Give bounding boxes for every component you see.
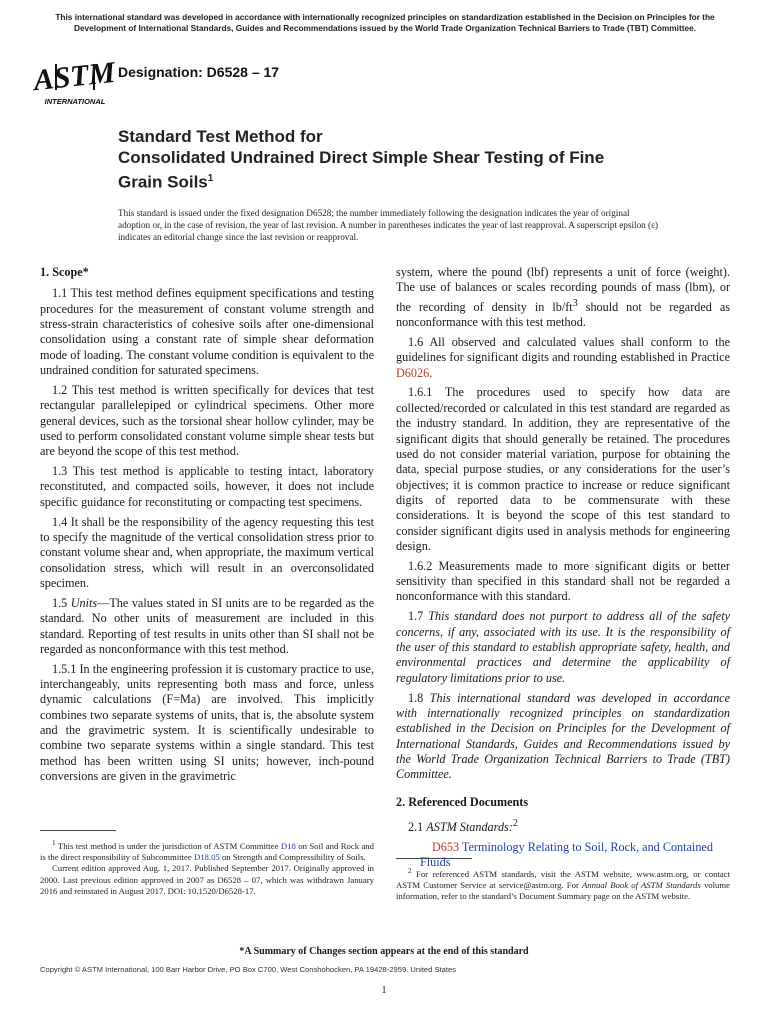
logo-lettering: ASTM	[32, 55, 117, 98]
paragraph-1-2: 1.2 This test method is written specifically for devices that test rectangular parallelepiped or cylindrical specimens. Other more general devices, such as the torsional shear hollow cylinder, may be used to perform consolidated constant volume simple shear tests but are beyond the scope of this test method.	[40, 382, 374, 459]
paragraph-1-3: 1.3 This test method is applicable to testing intact, laboratory reconstituted, and compacted soils, however, it does not include specific guidance for reconstituting or compacting test specimens.	[40, 464, 374, 509]
link-d6026[interactable]: D6026	[396, 365, 430, 380]
footnote-1: $^1$ This test method is under the jurisdiction of ASTM Committee D18 on Soil and Rock and is the direct responsibility of Subcommittee D18.05 on Strength and Compressibility of Soils. Current edition approved Aug. 1, 2017. Published September 2017. Originally approved in 2000. Last previous edition approved in 2007 as D6528 – 07, which was withdrawn January 2016 and reinstated in August 2017. DOI: 10.1520/D6528-17.	[40, 839, 374, 896]
copyright: Copyright © ASTM International, 100 Barr Harbor Drive, PO Box C700, West Conshohocken, PA 19428-2959. United States	[40, 965, 457, 974]
designation: Designation: D6528 – 17	[118, 64, 280, 80]
paragraph-1-8: 1.8 This international standard was developed in accordance with internationally recognized principles on standardization established in the Decision on Principles for the Development of International Standards, Guides and Recommendations issued by the World Trade Organization Technical Barriers to Trade (TBT) Committee.	[396, 690, 731, 782]
astm-logo	[32, 52, 117, 108]
footnote-1-edition: Current edition approved Aug. 1, 2017. Published September 2017. Originally approved in 2000. Last previous edition approved in 2007 as D6528 – 07, which was withdrawn January 2016 and reinstated in August 2017. DOI: 10.1520/D6528-17.	[40, 863, 374, 896]
link-d653[interactable]: D653	[432, 839, 460, 854]
issue-note: This standard is issued under the fixed designation D6528; the number immediately following the designation indicates the year of original adoption or, in the case of revision, the year of last revision. A number in parentheses indicates the year of last reapproval. A superscript epsilon (ε) indicates an editorial change since the last revision or reapproval.	[118, 208, 659, 242]
paragraph-1-5-1: 1.5.1 In the engineering profession it is customary practice to use, interchangeably, units representing both mass and force, unless dynamic calculations (F=Ma) are involved. This implicitly combines two separate systems of units, that is, the absolute system and the gravimetric system. It is scientifically undesirable to combine two separate systems within a single standard. This test method has been written using SI units; however, inch-pound conversions are given in the gravimetric	[40, 661, 374, 784]
footnote-rule-right	[396, 858, 472, 859]
link-d18[interactable]: D18	[280, 840, 296, 851]
top-notice: This international standard was developed in accordance with internationally recognized principles on standardization established in the Decision on Principles for the Development of International Standards, Guides and Recommendations issued by the World Trade Organization Technical Barriers to Trade (TBT) Committee.	[55, 12, 715, 33]
section-heading-referenced-documents: 2. Referenced Documents	[396, 794, 529, 809]
title-footnote-mark: 1	[207, 173, 214, 184]
paragraph-1-5-1-continued: system, where the pound (lbf) represents a unit of force (weight). The use of balances or scales recording pounds of mass (lbm), or the recording of density in $lb/ft^3$ should not be regarded as nonconformance with this test method.	[396, 265, 730, 330]
document-title	[118, 126, 718, 193]
footnote-rule-left	[40, 830, 116, 831]
paragraph-1-7: 1.7 This standard does not purport to address all of the safety concerns, if any, associated with its use. It is the responsibility of the user of this standard to establish appropriate safety, health, and environmental practices and determine the applicability of regulatory limitations prior to use.	[396, 609, 730, 685]
paragraph-1-6: 1.6 All observed and calculated values shall conform to the guidelines for significant digits and rounding established in Practice D6026.	[396, 334, 730, 380]
paragraph-1-5: 1.5 Units—The values stated in SI units are to be regarded as the standard. No other units of measurement are included in this standard. Reporting of test results in units other than SI shall not be regarded as nonconformance with this test method.	[40, 595, 375, 656]
reference-d653-title[interactable]: Terminology Relating to Soil, Rock, and Contained Fluids	[420, 839, 713, 870]
logo-subtitle: INTERNATIONAL	[44, 97, 106, 106]
paragraph-1-1: 1.1 This test method defines equipment specifications and testing procedures for the measurement of constant volume strength and stress-strain characteristics of cohesive soils after one-dimensional consolidation using a constant rate of simple shear deformation mode of loading. The constant volume condition is equivalent to the undrained condition for saturated specimens.	[40, 286, 374, 378]
section-heading-scope: 1. Scope*	[40, 265, 89, 279]
paragraph-1-6-1: 1.6.1 The procedures used to specify how data are collected/recorded or calculated in this test standard are regarded as the industry standard. In addition, they are representative of the significant digits that should generally be retained. The procedures used do not consider material variation, purpose for obtaining the data, special purpose studies, or any considerations for the user’s objectives; it is common practice to increase or reduce significant digits of reported data to be commensurate with these considerations. It is beyond the scope of this test standard to consider significant digits used in analysis methods for engineering design.	[396, 385, 730, 553]
paragraph-2-1: 2.1 ASTM Standards:$^2$	[408, 817, 518, 834]
paragraph-1-6-2: 1.6.2 Measurements made to more significant digits or better sensitivity than specified in this standard shall not be regarded a nonconformance with this standard.	[396, 558, 730, 604]
title-line-3: Grain Soils$^1$	[118, 172, 214, 192]
title-line-2: Consolidated Undrained Direct Simple Shear Testing of Fine	[118, 148, 605, 167]
paragraph-1-4: 1.4 It shall be the responsibility of the agency requesting this test to specify the magnitude of the vertical consolidation stress prior to constant volume shear and, when appropriate, the maximum vertical consolidation stress, which will result in an overconsolidated specimen.	[40, 514, 374, 591]
page-number: 1	[381, 985, 387, 996]
left-column	[40, 265, 374, 789]
link-d18-05[interactable]: D18.05	[193, 852, 220, 863]
right-column	[396, 265, 730, 875]
title-line-1: Standard Test Method for	[118, 127, 323, 146]
footnote-2: $^2$ For referenced ASTM standards, visit the ASTM website, www.astm.org, or contact ASTM Customer Service at service@astm.org. For Annual Book of ASTM Standards volume information, refer to the standard’s Document Summary page on the ASTM website.	[396, 867, 731, 902]
summary-note: *A Summary of Changes section appears at the end of this standard	[239, 946, 529, 957]
